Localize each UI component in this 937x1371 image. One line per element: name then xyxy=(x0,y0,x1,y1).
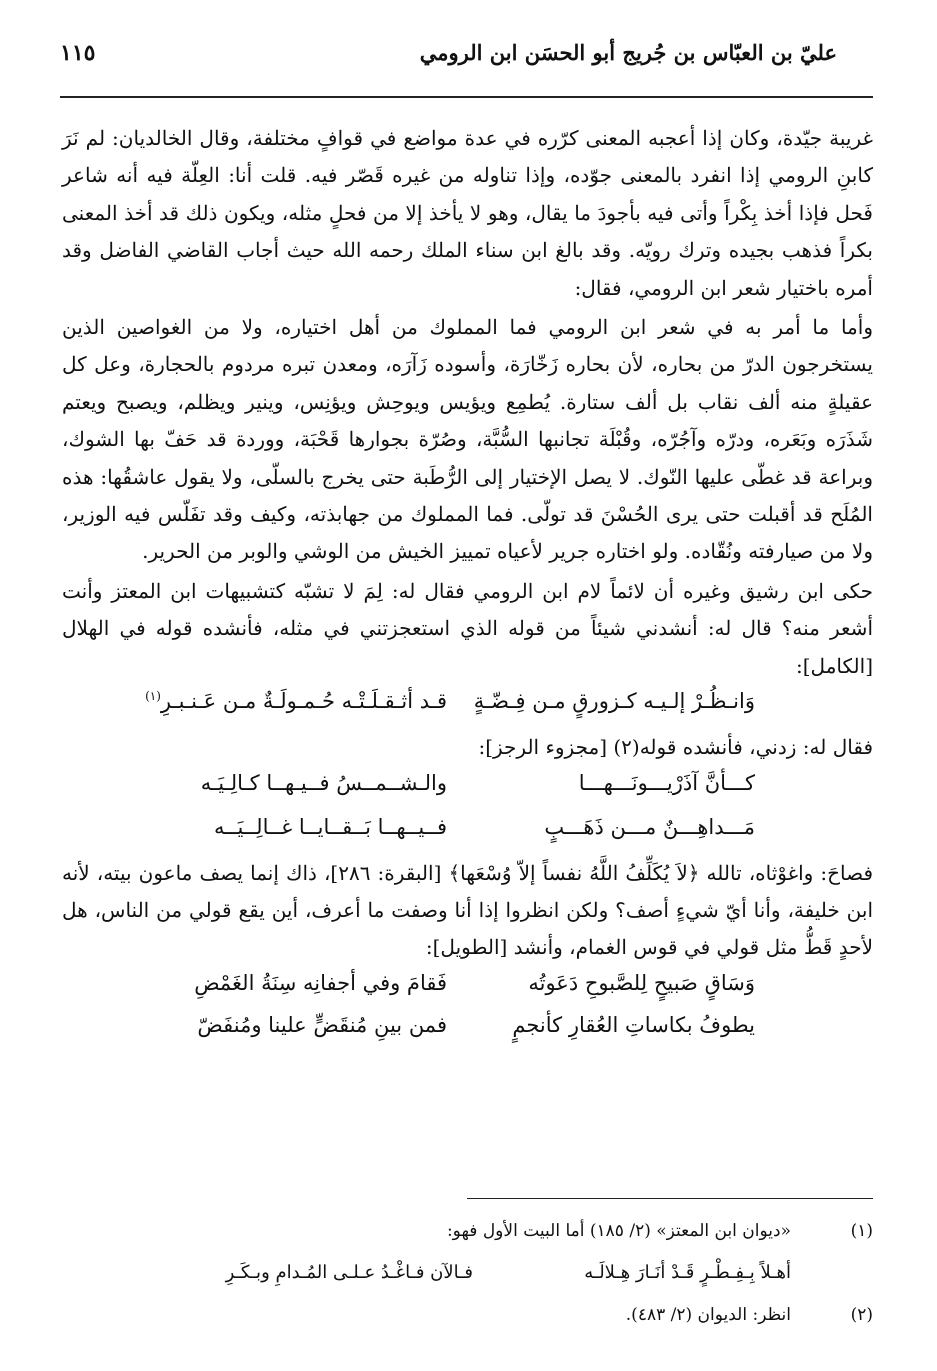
footnote-text: «ديوان ابن المعتز» (٢/ ١٨٥) أما البيت الأول فهو: xyxy=(446,1221,791,1241)
paragraph-4: فصاحَ: واغوْثاه، تالله ﴿لاَ يُكَلِّفُ اللَّهُ نفساً إلاّ وُسْعَها﴾ [البقرة: ٢٨٦]، ذاك إنما يصف ماعون بيته، لأنه ابن خليفة، وأنا أيّ شيءٍ أصف؟ ولكن انظروا إذا أنا وصفت ما أعرف، أين يقع قولي من الناس، هل لأحدٍ قَطُّ مثل قولي في قوس الغمام، وأنشد [الطويل]: xyxy=(62,860,873,960)
paragraph-3: حكى ابن رشيق وغيره أن لائماً لام ابن الرومي فقال له: لِمَ لا تشبّه كتشبيهات ابن المعتز وأنت أشعر منه؟ قال له: أنشدني شيئاً من قوله الذي استعجزتني في مثله، فأنشده قوله في الهلال [الكامل]: xyxy=(62,578,873,678)
footnote-1-verse xyxy=(62,1262,791,1292)
verse-azaryun-2 xyxy=(62,811,873,855)
paragraph-request: فقال له: زدني، فأنشده قوله(٢) [مجزوء الرجز]: xyxy=(478,735,873,760)
verse-hemistich-1: أهـلاً بِـفِـطْـرٍ قَـدْ أنَـارَ هِـلالَـه xyxy=(584,1262,791,1283)
page-number: ١١٥ xyxy=(60,40,96,66)
running-header-title: عليّ بن العبّاس بن جُريج أبو الحسَن ابن الرومي xyxy=(419,40,837,65)
verse-hemistich-1: يطوفُ بكاساتِ العُقارِ كأنجمٍ xyxy=(512,1012,755,1037)
verse-hemistich-2: والـشــمــسُ فــيـهــا كـالِـيَـه xyxy=(200,770,447,795)
footnote-text: انظر: الديوان (٢/ ٤٨٣). xyxy=(625,1305,791,1325)
verse-hemistich-2: فَقامَ وفي أجفانِه سِنَةُ الغَمْضِ xyxy=(194,970,447,995)
verse-saqi-2 xyxy=(62,1009,873,1051)
verse-hilal xyxy=(62,685,873,729)
verse-hemistich-2: فـالآن فـاغْـدُ عـلـى المُـدامِ وبـكَـرِ xyxy=(225,1262,473,1283)
header-divider xyxy=(60,96,873,98)
verse-saqi-1 xyxy=(62,967,873,1009)
verse-azaryun-1 xyxy=(62,767,873,811)
verse-hemistich-2: فمن بينِ مُنقَضٍّ علينا ومُنفَضّ xyxy=(197,1012,447,1037)
verse-hemistich-2: قـد أثـقـلَـتْـه حُـمـولَـةٌ مـن عَـنـبـرِ$^{(١)}$ xyxy=(145,689,447,714)
paragraph-1: غريبة جيّدة، وكان إذا أعجبه المعنى كرّره في عدة مواضع في قوافٍ مختلفة، وقال الخالديان: لم نَرَ كابنِ الرومي إذا انفرد بالمعنى جوّده، وإذا تناوله من غيره قَصّر فيه. قلت أنا: العِلّة فيه أنه شاعر فَحل فإذا أخذ بِكْراً وأتى فيه بأجودَ ما يقال، وهو لا يأخذ إلا من فحلٍ مثله، ويكون ذلك قد أخذ المعنى بكراً فذهب بجيده وترك رويّه. وقد بالغ ابن سناء الملك رحمه الله حيث أجاب القاضي الفاضل وقد أمره باختيار شعر ابن الرومي، فقال: xyxy=(62,126,873,300)
verse-hemistich-1: كـــأنَّ آذَرْيـــونَـــهـــا xyxy=(578,770,755,795)
verse-hemistich-1: وَسَاقٍ صَبيحٍ لِلصَّبوحِ دَعَوتُه xyxy=(528,970,755,995)
paragraph-2: وأما ما أمر به في شعر ابن الرومي فما المملوك من أهل اختياره، ولا من الغواصين الذين يستخرجون الدرّ من بحاره، لأن بحاره زَخّارَة، وأسوده زَآرَه، ومعدن تبره مردوم بالحجارة، وعل كل عقيلةٍ منه ألف نقاب بل ألف ستارة. يُطمِع ويؤيس ويوحِش ويؤنِس، وينير ويظلم، ويصبح ويعتم شَذَرَه وبَعَره، ودرّه وآجُرّه، وقُبْلَة تجانبها السُّبَّة، وصُرّة بجوارها قَحْبَة، ووردة قد حَفّ بها الشوك، وبراعة قد غطّى عليها النّوك. لا يصل الإختيار إلى الرُّطَبة حتى يخرج بالسلّى، ولا يقول عاشقُها: هذه المُلَح قد أقبلت حتى يرى الحُسْنَ قد تولّى. فما المملوك من جهابذته، وكيف وقد تفَلّس فيه الوزير، ولا من صيارفته ونُقّاده. ولو اختاره جرير لأعياه تمييز الخيش من الوشي والوبر من الحرير. xyxy=(62,315,873,564)
footnote-divider xyxy=(467,1198,873,1199)
verse-hemistich-1: مَـــداهِـــنٌ مـــن ذَهَـــبٍ xyxy=(544,814,755,839)
footnote-marker-1: (١) xyxy=(145,689,161,704)
footnote-number: (٢) xyxy=(850,1305,873,1325)
verse-hemistich-2: فــيــهــا بَــقــايــا غــالِــيَــه xyxy=(213,814,447,839)
main-text xyxy=(62,120,873,1051)
verse-hemistich-1: وَانـظُـرْ إلـيـه كـزورقٍ مـن فِـضّـةٍ xyxy=(473,689,755,714)
footnote-number: (١) xyxy=(850,1221,873,1241)
